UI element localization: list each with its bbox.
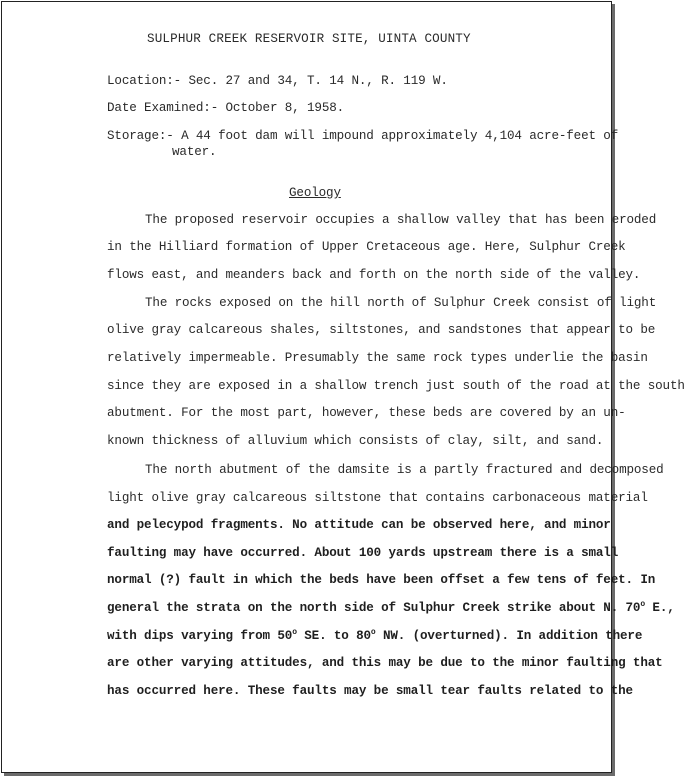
- degree-mark: o: [640, 600, 645, 609]
- paragraph-3-line: light olive gray calcareous siltstone that contains carbonaceous material: [107, 491, 648, 505]
- strike-line: [107, 601, 675, 615]
- typed-report: [2, 2, 685, 772]
- paragraph-2-line: The rocks exposed on the hill north of Sulphur Creek consist of light: [145, 296, 657, 310]
- paragraph-2-line: known thickness of alluvium which consists of clay, silt, and sand.: [107, 434, 604, 448]
- dip-line: [107, 629, 642, 643]
- storage-line-continued: water.: [172, 145, 217, 159]
- report-title: SULPHUR CREEK RESERVOIR SITE, UINTA COUNTY: [147, 32, 471, 46]
- paragraph-1-line: The proposed reservoir occupies a shallow valley that has been eroded: [145, 213, 657, 227]
- paragraph-2-line: abutment. For the most part, however, these beds are covered by an un-: [107, 406, 626, 420]
- date-examined-line: Date Examined:- October 8, 1958.: [107, 101, 345, 115]
- strike-text-end: E.,: [645, 601, 675, 615]
- paragraph-2-line: relatively impermeable. Presumably the same rock types underlie the basin: [107, 351, 648, 365]
- paragraph-3-line: has occurred here. These faults may be small tear faults related to the: [107, 684, 633, 698]
- paragraph-1-line: in the Hilliard formation of Upper Cretaceous age. Here, Sulphur Creek: [107, 240, 626, 254]
- dip-text: with dips varying from 50: [107, 629, 293, 643]
- location-line: Location:- Sec. 27 and 34, T. 14 N., R. 119 W.: [107, 74, 448, 88]
- degree-mark: o: [292, 628, 297, 637]
- paragraph-2-line: since they are exposed in a shallow trench just south of the road at the south: [107, 379, 685, 393]
- strike-text: general the strata on the north side of Sulphur Creek strike about N. 70: [107, 601, 641, 615]
- paragraph-3-line: The north abutment of the damsite is a partly fractured and decomposed: [145, 463, 664, 477]
- storage-line: Storage:- A 44 foot dam will impound approximately 4,104 acre-feet of: [107, 129, 619, 143]
- paragraph-1-line: flows east, and meanders back and forth on the north side of the valley.: [107, 268, 641, 282]
- degree-mark: o: [370, 628, 376, 637]
- paragraph-3-line: faulting may have occurred. About 100 yards upstream there is a small: [107, 546, 619, 560]
- dip-text: NW. (overturned). In addition there: [375, 629, 643, 643]
- paragraph-2-line: olive gray calcareous shales, siltstones, and sandstones that appear to be: [107, 323, 656, 337]
- dip-text: SE. to 80: [296, 629, 371, 643]
- paragraph-3-line: normal (?) fault in which the beds have been offset a few tens of feet. In: [107, 573, 656, 587]
- paragraph-3-line: are other varying attitudes, and this may be due to the minor faulting that: [107, 656, 663, 670]
- geology-heading: Geology: [289, 186, 341, 200]
- paragraph-3-line: and pelecypod fragments. No attitude can be observed here, and minor: [107, 518, 611, 532]
- document-page: [1, 1, 685, 773]
